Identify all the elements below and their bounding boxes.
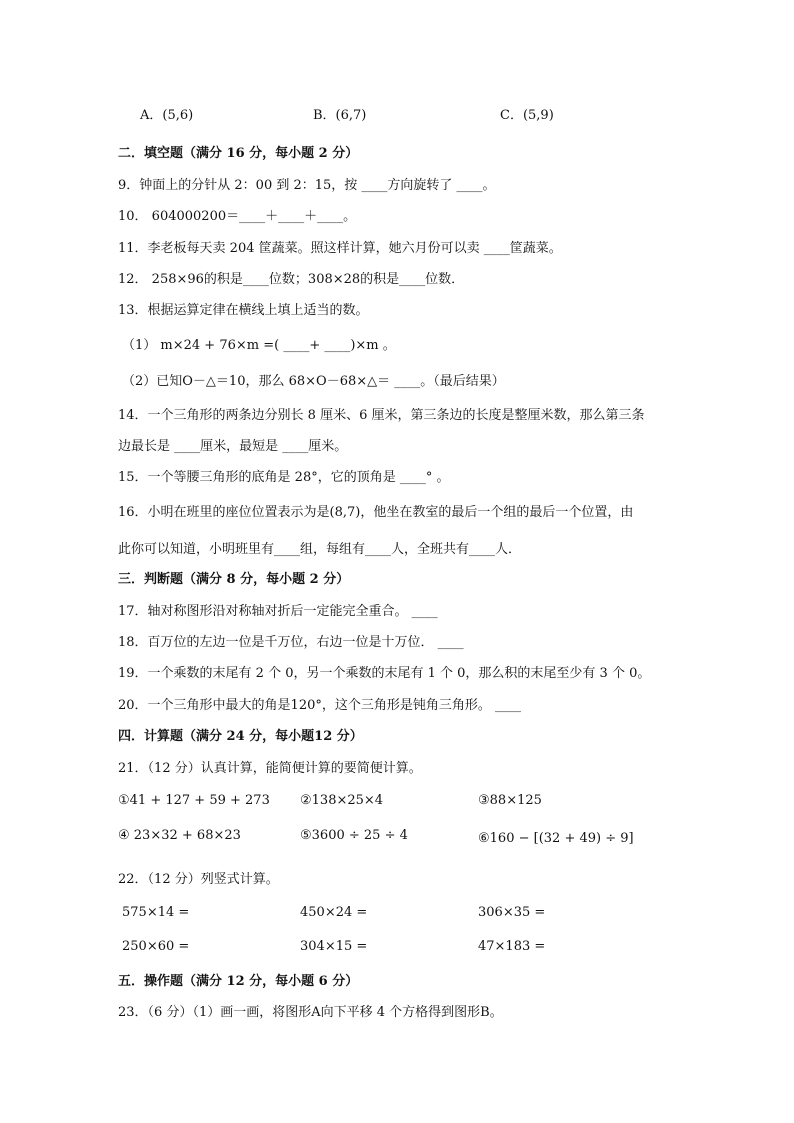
calc21-expression-3: ③88×125 [478, 793, 542, 808]
question-21: 21．（12 分）认真计算，能简便计算的要简便计算。 [118, 761, 422, 776]
question-22: 22．（12 分）列竖式计算。 [118, 872, 279, 887]
question-18: 18．百万位的左边一位是千万位，右边一位是十万位． ____ [118, 635, 464, 650]
question-13-part-2: （2）已知O－△＝10，那么 68×O－68×△＝ ____。（最后结果） [122, 374, 505, 389]
question-23: 23．（6 分）（1）画一画，将图形A向下平移 4 个方格得到图形B。 [118, 1005, 503, 1020]
section-calculation-heading: 四．计算题（满分 24 分，每小题12 分） [118, 729, 363, 744]
section-fill-in-heading: 二．填空题（满分 16 分，每小题 2 分） [118, 146, 359, 161]
question-13: 13．根据运算定律在横线上填上适当的数。 [118, 303, 369, 318]
option-b: B．(6,7) [313, 108, 367, 123]
question-14-line-1: 14．一个三角形的两条边分别长 8 厘米、6 厘米，第三条边的长度是整厘米数，那么第三条 [118, 408, 645, 423]
option-a: A．(5,6) [140, 108, 194, 123]
calc21-expression-5: ⑤3600 ÷ 25 ÷ 4 [300, 828, 408, 843]
question-16-line-2: 此你可以知道，小明班里有____组，每组有____人，全班共有____人． [118, 542, 522, 557]
calc22-expression-1: 575×14 = [122, 905, 190, 920]
calc21-expression-6: ⑥160 − [(32 + 49) ÷ 9] [478, 831, 634, 846]
calc22-expression-6: 47×183 = [478, 939, 546, 954]
calc22-expression-5: 304×15 = [300, 939, 368, 954]
question-12: 12． 258×96的积是____位数；308×28的积是____位数． [118, 272, 465, 287]
question-13-part-1: （1） m×24 + 76×m =( ____+ ____)×m 。 [122, 338, 396, 353]
question-17: 17．轴对称图形沿对称轴对折后一定能完全重合。 ____ [118, 604, 438, 619]
question-19: 19．一个乘数的末尾有 2 个 0，另一个乘数的末尾有 1 个 0，那么积的末尾至少有 3 个 0。 [118, 666, 651, 681]
calc21-expression-2: ②138×25×4 [300, 793, 384, 808]
question-11: 11．李老板每天卖 204 筐蔬菜。照这样计算，她六月份可以卖 ____筐蔬菜。 [118, 241, 562, 256]
section-judgement-heading: 三．判断题（满分 8 分，每小题 2 分） [118, 572, 350, 587]
section-operation-heading: 五．操作题（满分 12 分，每小题 6 分） [118, 974, 359, 989]
calc22-expression-2: 450×24 = [300, 905, 368, 920]
calc22-expression-4: 250×60 = [122, 939, 190, 954]
calc21-expression-4: ④ 23×32 + 68×23 [118, 828, 241, 843]
calc22-expression-3: 306×35 = [478, 905, 546, 920]
option-c: C．(5,9) [500, 108, 554, 123]
question-9: 9．钟面上的分针从 2：00 到 2：15，按 ____方向旋转了 ____。 [118, 178, 496, 193]
question-10: 10． 604000200＝____＋____＋____。 [118, 209, 357, 224]
question-15: 15．一个等腰三角形的底角是 28°，它的顶角是 ____° 。 [118, 470, 450, 485]
calc21-expression-1: ①41 + 127 + 59 + 273 [118, 793, 270, 808]
question-20: 20．一个三角形中最大的角是120°，这个三角形是钝角三角形。 ____ [118, 698, 521, 713]
question-16-line-1: 16．小明在班里的座位位置表示为是(8,7)，他坐在教室的最后一个组的最后一个位置，由 [118, 505, 634, 520]
question-14-line-2: 边最长是 ____厘米，最短是 ____厘米。 [118, 439, 348, 454]
